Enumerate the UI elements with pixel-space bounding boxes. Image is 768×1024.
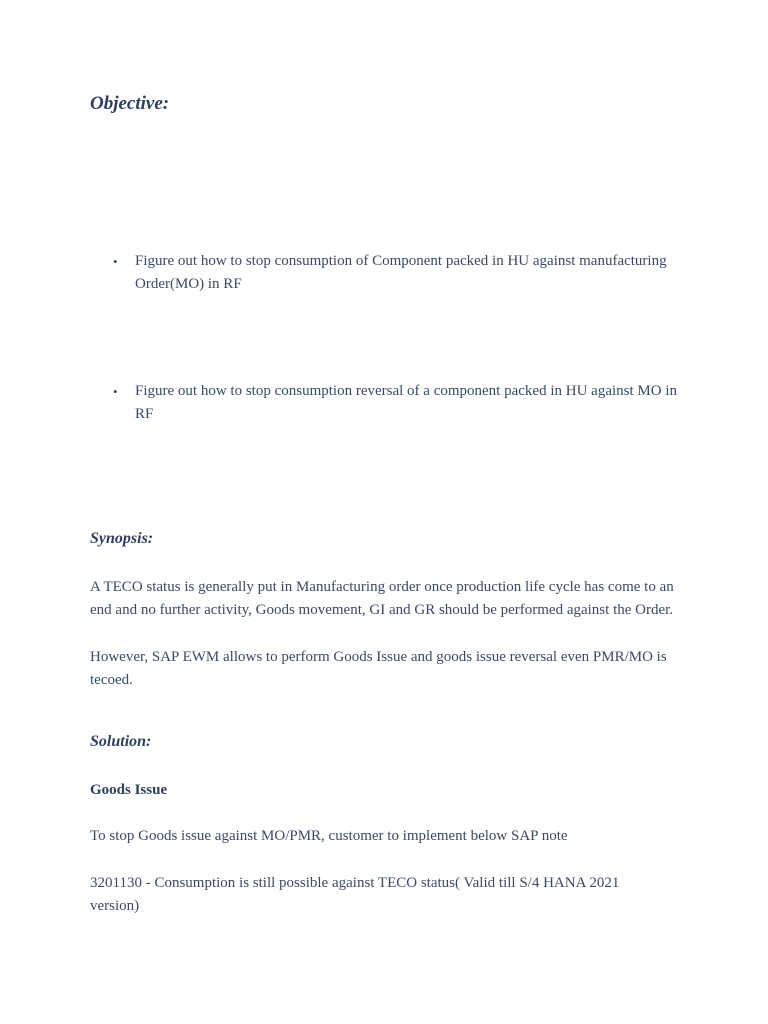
objective-heading: Objective: bbox=[90, 93, 170, 114]
bullet-dot-icon: • bbox=[113, 384, 118, 399]
solution-heading: Solution: bbox=[90, 733, 152, 750]
solution-paragraph-1: To stop Goods issue against MO/PMR, customer to implement below SAP note bbox=[90, 828, 568, 844]
objective-bullet-2 bbox=[113, 380, 695, 426]
objective-bullet-2-text: Figure out how to stop consumption reversal of a component packed in HU against MO in RF bbox=[135, 383, 677, 422]
objective-bullet-1 bbox=[113, 250, 695, 296]
sap-note-reference: 3201130 - Consumption is still possible against TECO status( Valid till S/4 HANA 2021 version) bbox=[90, 875, 620, 914]
synopsis-heading: Synopsis: bbox=[90, 530, 154, 547]
objective-bullet-1-text: Figure out how to stop consumption of Component packed in HU against manufacturing Order(MO) in RF bbox=[135, 253, 667, 292]
synopsis-paragraph-2: However, SAP EWM allows to perform Goods Issue and goods issue reversal even PMR/MO is tecoed. bbox=[90, 649, 667, 688]
bullet-dot-icon: • bbox=[113, 254, 118, 269]
synopsis-paragraph-1: A TECO status is generally put in Manufacturing order once production life cycle has come to an end and no further activity, Goods movement, GI and GR should be performed against the Order. bbox=[90, 579, 674, 618]
goods-issue-subheading: Goods Issue bbox=[90, 782, 168, 798]
